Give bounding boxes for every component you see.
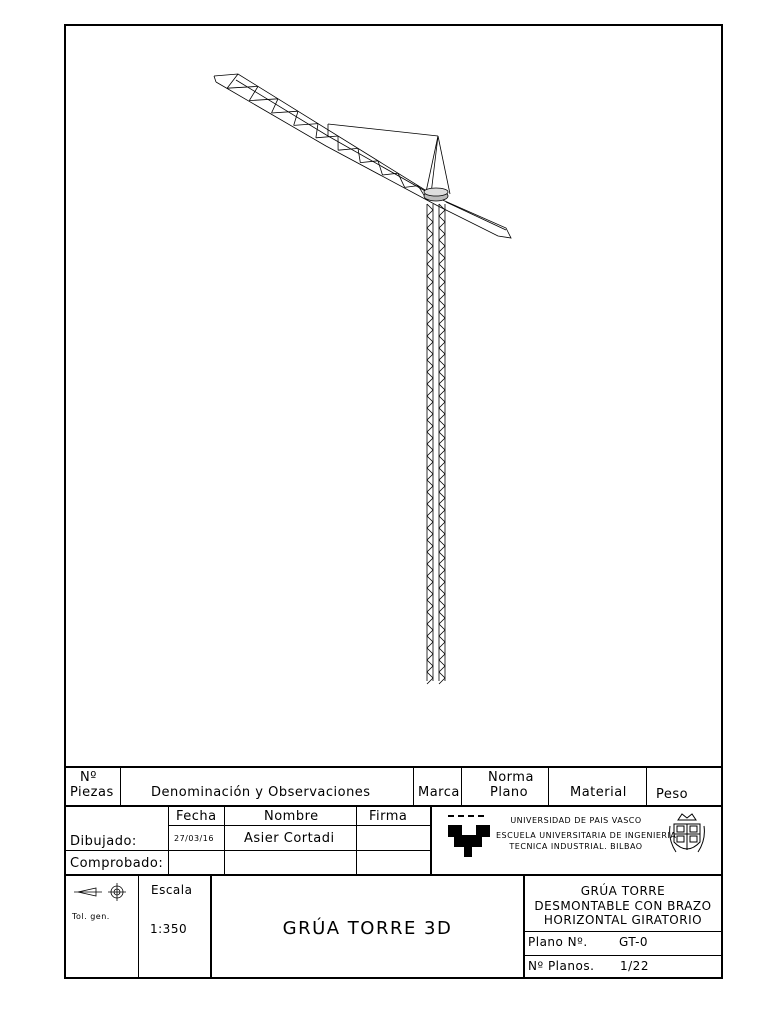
n-planos-value: 1/22 <box>620 959 649 973</box>
institution-line3: TECNICA INDUSTRIAL. BILBAO <box>509 842 643 851</box>
n-planos-label: Nº Planos. <box>528 959 595 973</box>
nombre-label: Nombre <box>264 809 319 824</box>
tower-peak <box>431 136 450 194</box>
desc-line2: DESMONTABLE CON BRAZO <box>534 899 712 913</box>
denominacion-label: Denominación y Observaciones <box>151 785 371 800</box>
marca-label: Marca <box>418 785 460 800</box>
dibujado-label: Dibujado: <box>70 834 137 849</box>
drawing-sheet <box>64 24 723 979</box>
desc-line3: HORIZONTAL GIRATORIO <box>543 913 703 927</box>
university-logo <box>446 813 494 861</box>
crane-drawing <box>66 26 721 766</box>
projection-symbol <box>72 882 132 902</box>
plano-n-value: GT-0 <box>619 935 649 949</box>
plano-label: Plano <box>490 785 529 800</box>
piezas-label: Piezas <box>70 785 114 800</box>
desc-line1: GRÚA TORRE <box>580 884 666 898</box>
firma-label: Firma <box>369 809 408 824</box>
escala-label: Escala <box>151 883 193 897</box>
university-seal <box>668 812 706 860</box>
jib-chord <box>446 202 506 230</box>
main-title: GRÚA TORRE 3D <box>282 918 453 939</box>
fecha-label: Fecha <box>176 809 217 824</box>
mast-lattice <box>427 204 445 684</box>
material-label: Material <box>570 785 627 800</box>
jib-chord <box>438 198 511 238</box>
n-piezas-label: Nº <box>80 770 97 785</box>
tol-gen-label: Tol. gen. <box>72 912 110 921</box>
dibujado-fecha: 27/03/16 <box>174 834 214 843</box>
jib-chord <box>236 80 434 196</box>
jib-lattice <box>227 74 438 200</box>
comprobado-label: Comprobado: <box>70 856 164 871</box>
peso-label: Peso <box>656 787 689 802</box>
norma-label: Norma <box>488 770 534 785</box>
escala-value: 1:350 <box>150 922 188 936</box>
institution-line1: UNIVERSIDAD DE PAIS VASCO <box>510 816 642 825</box>
plano-n-label: Plano Nº. <box>528 935 588 949</box>
institution-line2: ESCUELA UNIVERSITARIA DE INGENIERIA <box>496 831 677 840</box>
dibujado-nombre: Asier Cortadi <box>244 831 335 846</box>
